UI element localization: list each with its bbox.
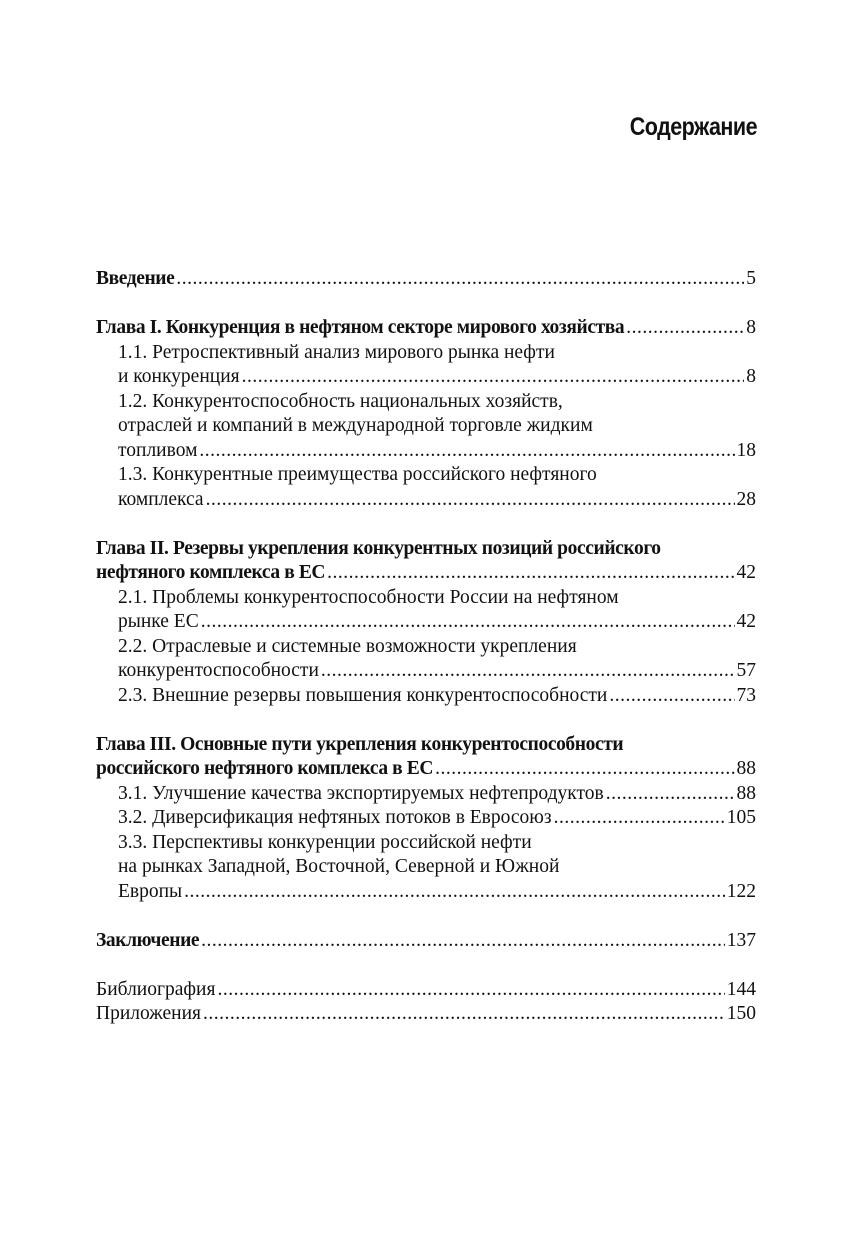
table-of-contents <box>96 267 756 1027</box>
toc-entry-label: 1.1. Ретроспективный анализ мирового рынка нефти <box>118 341 555 363</box>
dot-leader <box>321 659 735 684</box>
toc-page-number: 57 <box>736 660 756 681</box>
toc-entry-label: на рынках Западной, Восточной, Северной и Южной <box>118 856 560 877</box>
toc-entry-label: и конкуренция <box>118 366 240 387</box>
toc-entry-appendix[interactable] <box>96 1002 756 1027</box>
toc-page-number: 122 <box>726 880 756 902</box>
toc-entry-label: российского нефтяного комплекса в ЕС <box>96 758 434 779</box>
toc-entry-chapter-2[interactable] <box>96 537 756 586</box>
toc-entry-label: 2.3. Внешние резервы повышения конкурентоспособности <box>118 684 608 706</box>
toc-chapter-2 <box>96 537 756 709</box>
toc-entry-label: Глава II. Резервы укрепления конкурентных позиций российского <box>96 537 661 559</box>
toc-entry-label: комплекса <box>118 488 204 510</box>
dot-leader <box>327 561 734 586</box>
toc-back-matter <box>96 978 756 1027</box>
toc-entry-label: 2.2. Отраслевые и системные возможности укрепления <box>118 635 577 657</box>
dot-leader <box>203 1002 725 1027</box>
dot-leader <box>554 806 725 831</box>
toc-page-number: 150 <box>726 1003 756 1024</box>
toc-entry-label: Глава III. Основные пути укрепления конкурентоспособности <box>96 733 624 755</box>
toc-page-number: 8 <box>746 317 756 338</box>
dot-leader <box>435 757 734 782</box>
toc-entry-label: топливом <box>118 439 198 461</box>
dot-leader <box>176 267 744 292</box>
toc-entry-label: 3.3. Перспективы конкуренции российской нефти <box>118 831 532 853</box>
toc-entry-intro[interactable] <box>96 267 756 292</box>
dot-leader <box>201 929 725 954</box>
toc-chapter-3 <box>96 733 756 905</box>
dot-leader <box>606 782 735 807</box>
toc-entry-1-2[interactable] <box>96 390 756 464</box>
toc-page-number: 88 <box>736 782 756 804</box>
page-title: Содержание <box>629 113 757 141</box>
dot-leader <box>199 439 734 464</box>
toc-conclusion <box>96 929 756 954</box>
toc-entry-2-1[interactable] <box>96 586 756 635</box>
toc-entry-label: конкурентоспособности <box>118 660 319 681</box>
toc-chapter-1 <box>96 316 756 512</box>
dot-leader <box>626 316 744 341</box>
toc-entry-label: Европы <box>118 880 183 902</box>
dot-leader <box>242 365 745 390</box>
toc-entry-label: 3.1. Улучшение качества экспортируемых нефтепродуктов <box>118 782 604 804</box>
toc-entry-bibliography[interactable] <box>96 978 756 1003</box>
toc-entry-2-3[interactable] <box>96 684 756 709</box>
toc-entry-3-1[interactable] <box>96 782 756 807</box>
toc-page-number: 28 <box>736 488 756 510</box>
toc-entry-chapter-3[interactable] <box>96 733 756 782</box>
toc-entry-label: Приложения <box>96 1003 201 1024</box>
toc-entry-label: 1.3. Конкурентные преимущества российского нефтяного <box>118 464 597 485</box>
toc-entry-conclusion[interactable] <box>96 929 756 954</box>
toc-page-number: 105 <box>726 807 756 828</box>
toc-entry-label: Библиография <box>96 978 216 1000</box>
toc-entry-label: Заключение <box>96 929 200 951</box>
toc-page-number: 73 <box>736 684 756 706</box>
toc-page-number: 137 <box>726 929 756 951</box>
toc-entry-label: рынке ЕС <box>118 611 199 632</box>
dot-leader <box>609 684 734 709</box>
toc-entry-1-1[interactable] <box>96 341 756 390</box>
toc-entry-label: Введение <box>96 268 175 289</box>
toc-page-number: 42 <box>736 562 756 583</box>
dot-leader <box>217 978 724 1003</box>
toc-entry-3-3[interactable] <box>96 831 756 905</box>
toc-entry-1-3[interactable] <box>96 463 756 512</box>
toc-entry-3-2[interactable] <box>96 806 756 831</box>
toc-entry-label: отраслей и компаний в международной торговле жидким <box>118 415 593 436</box>
toc-entry-label: 1.2. Конкурентоспособность национальных хозяйств, <box>118 390 563 412</box>
toc-entry-label: Глава I. Конкуренция в нефтяном секторе мирового хозяйства <box>96 317 625 338</box>
toc-entry-chapter-1[interactable] <box>96 316 756 341</box>
toc-page-number: 88 <box>736 758 756 779</box>
dot-leader <box>184 880 725 905</box>
dot-leader <box>201 610 735 635</box>
toc-entry-label: 2.1. Проблемы конкурентоспособности России на нефтяном <box>118 586 619 608</box>
toc-page-number: 5 <box>746 268 756 289</box>
toc-entry-2-2[interactable] <box>96 635 756 684</box>
toc-page-number: 8 <box>746 366 756 387</box>
toc-entry-label: нефтяного комплекса в ЕС <box>96 562 326 583</box>
toc-entry-label: 3.2. Диверсификация нефтяных потоков в Евросоюз <box>118 807 552 828</box>
toc-page-number: 18 <box>736 439 756 461</box>
dot-leader <box>206 488 735 513</box>
toc-intro <box>96 267 756 292</box>
toc-page-number: 144 <box>726 978 756 1000</box>
toc-page-number: 42 <box>736 611 756 632</box>
